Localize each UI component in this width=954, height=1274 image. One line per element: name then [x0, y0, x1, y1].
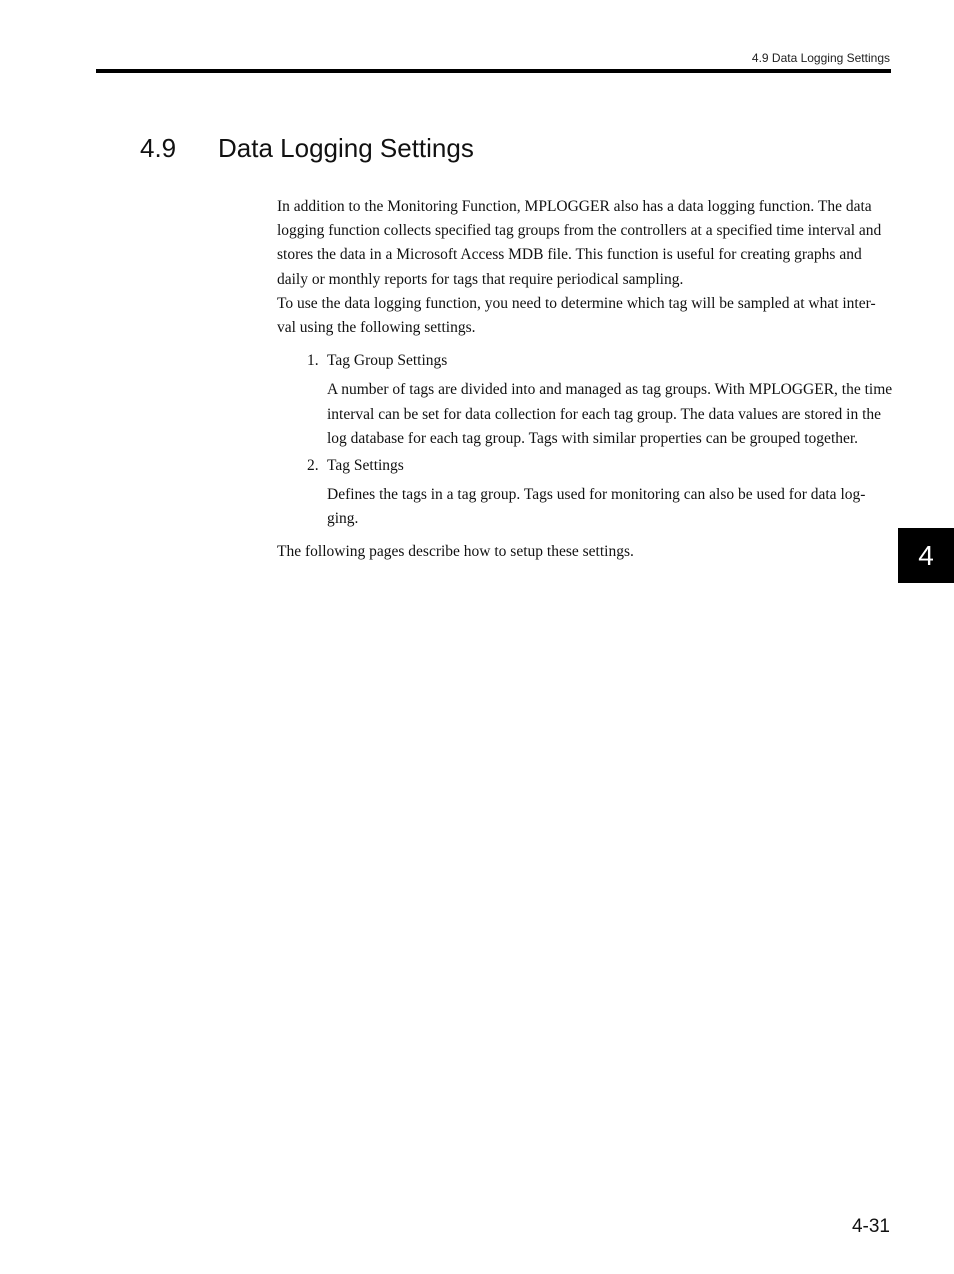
page-number: 4-31 [851, 1216, 890, 1237]
list-item-description: A number of tags are divided into and managed as tag groups. With MPLOGGER, the time interval can be set for data collection for each tag group. The data values are stored in the log database for each tag group. Tags with similar properties can be grouped together. [327, 381, 893, 447]
list-item-title: Tag Group Settings [327, 352, 448, 370]
list-item-description: Defines the tags in a tag group. Tags used for monitoring can also be used for data log-ging. [327, 486, 866, 528]
running-header: 4.9 Data Logging Settings [751, 51, 890, 65]
section-title: Data Logging Settings [218, 133, 474, 163]
settings-list [277, 349, 893, 531]
list-item-number: 1. [307, 352, 319, 370]
list-item-title: Tag Settings [327, 457, 404, 475]
body-text [277, 195, 893, 564]
section-number: 4.9 [140, 133, 177, 163]
section-heading [140, 133, 474, 164]
chapter-tab: 4 [898, 528, 954, 583]
intro-paragraph: In addition to the Monitoring Function, MPLOGGER also has a data logging function. The data logging function collects specified tag groups from the controllers at a specified time interval and stores the data in a Microsoft Access MDB file. This function is useful for creating graphs and daily or monthly reports for tags that require periodical sampling. [277, 198, 882, 288]
list-item [277, 349, 893, 451]
usage-paragraph: To use the data logging function, you need to determine which tag will be sampled at what inter-val using the following settings. [277, 294, 876, 337]
list-item-number: 2. [307, 457, 319, 475]
list-item [277, 454, 893, 532]
closing-paragraph: The following pages describe how to setup these settings. [277, 542, 634, 560]
header-rule [96, 69, 891, 73]
